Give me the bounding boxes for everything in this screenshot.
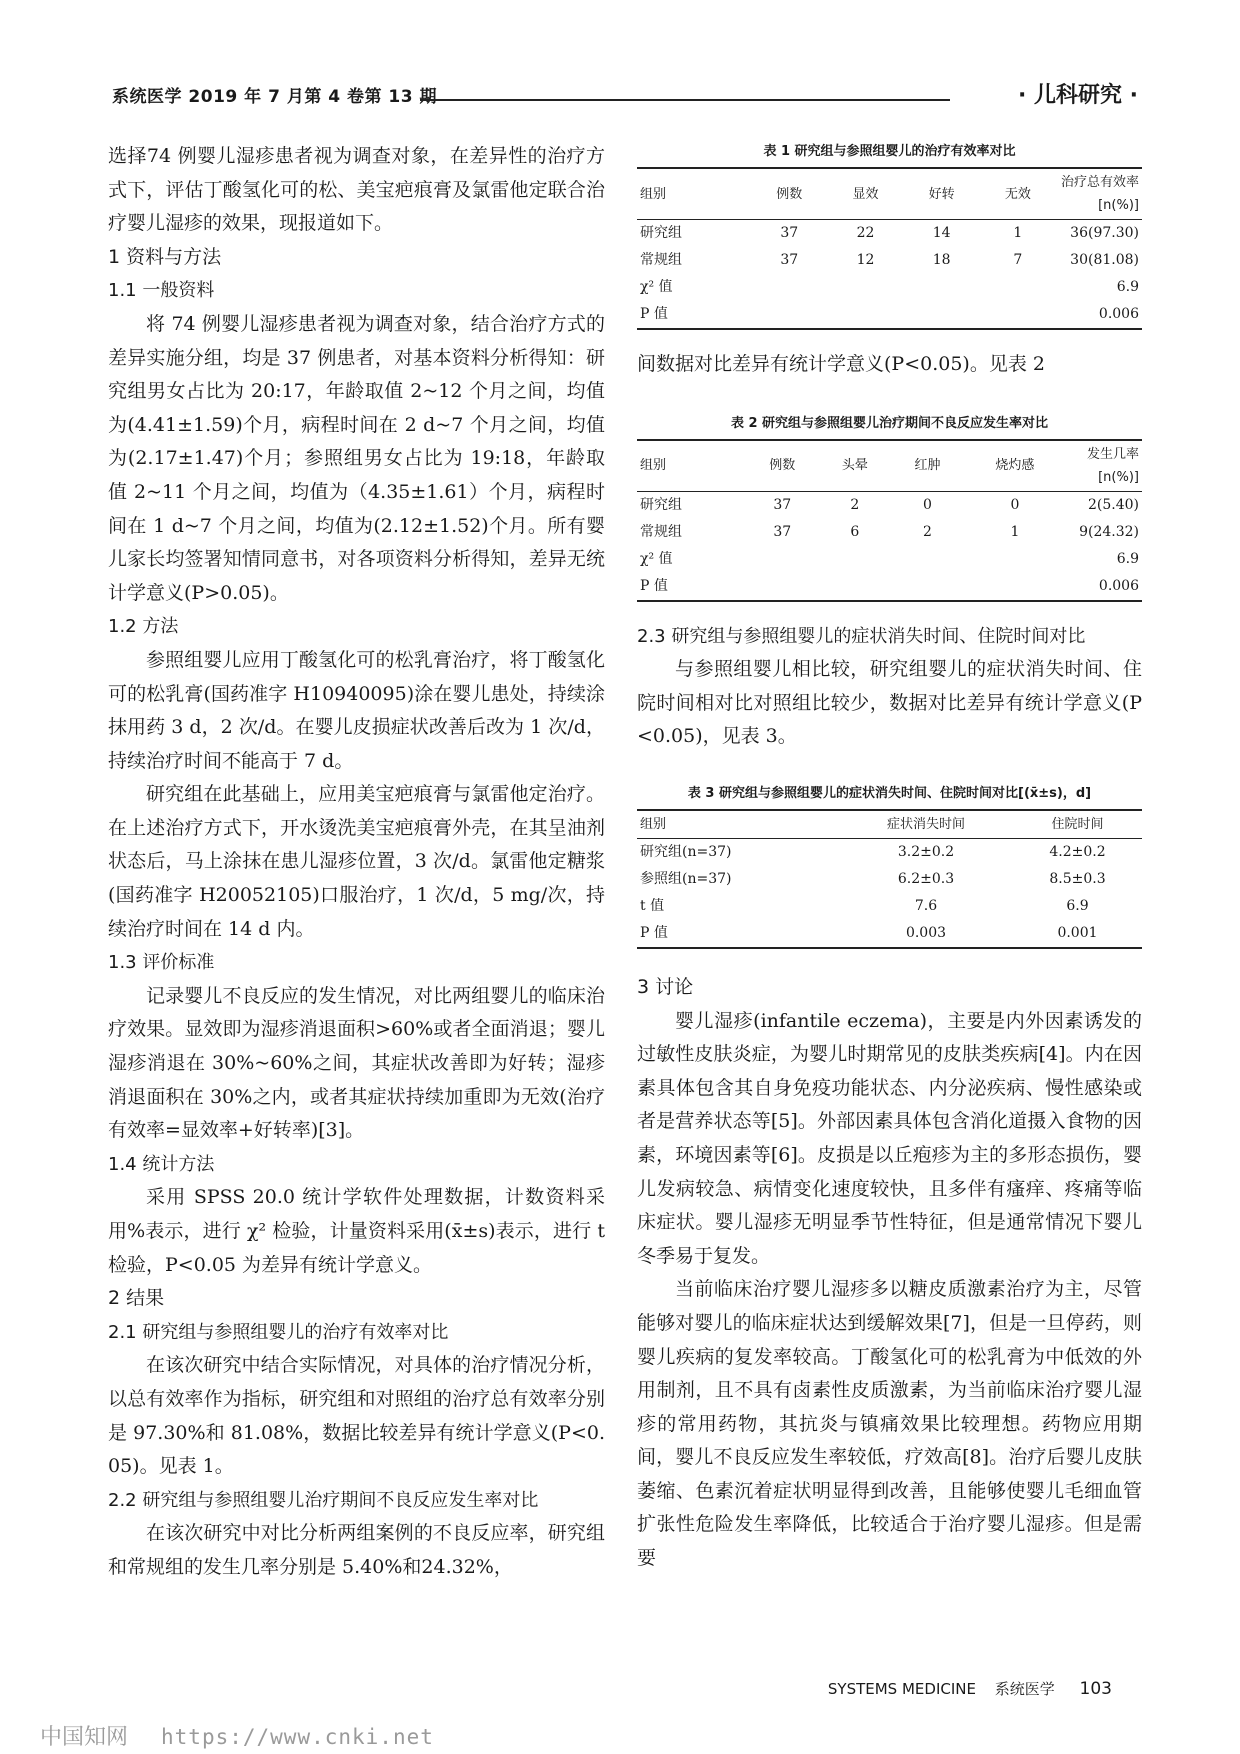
table-cell: 3.2±0.2 [897, 843, 955, 860]
subsection-heading-statistics: 1.4 统计方法 [108, 1153, 215, 1175]
table-header-cell: 显效 [827, 168, 903, 220]
table-cell [746, 546, 819, 573]
table-cell [827, 301, 903, 329]
table-header-cell: 无效 [980, 168, 1056, 220]
table-cell [891, 573, 964, 601]
table-cell [904, 274, 980, 301]
subsection-heading-general-data: 1.1 一般资料 [108, 280, 215, 302]
table-3-grid [637, 809, 1142, 949]
paragraph-discussion-2: 当前临床治疗婴儿湿疹多以糖皮质激素治疗为主，尽管能够对婴儿的临床症状达到缓解效果[7]，但是一旦停药，则婴儿疾病的复发率较高。丁酸氢化可的松乳膏为中低效的外用制剂，且不具有卤素性皮质激素，为当前临床治疗婴儿湿疹的常用药物，其抗炎与镇痛效果比较理想。药物应用期间，婴儿不良反应发生率较低，疗效高[8]。治疗后婴儿皮肤萎缩、色素沉着症状明显得到改善，且能够使婴儿毛细血管扩张性危险发生率降低，比较适合于治疗婴儿湿疹。但是需要 [637, 1278, 1142, 1570]
table-cell: 18 [932, 252, 951, 268]
footer-journal-cn: 系统医学 [994, 1680, 1055, 1698]
table-cell: 14 [932, 225, 951, 241]
table-cell [819, 546, 892, 573]
table-cell: 0.001 [1013, 920, 1142, 948]
table-1-grid [637, 167, 1142, 330]
table-cell: 常规组 [640, 252, 682, 268]
journal-info: 系统医学 2019 年 7 月第 4 卷第 13 期 [112, 87, 437, 107]
table-cell: 6 [850, 523, 860, 540]
table-row [637, 301, 1142, 329]
section-heading-methods: 1 资料与方法 [108, 245, 222, 268]
table-cell [980, 301, 1056, 329]
table-1 [637, 140, 1142, 330]
table-1-caption: 表 1 研究组与参照组婴儿的治疗有效率对比 [763, 144, 1016, 159]
table-row [637, 247, 1142, 274]
paragraph-adverse-continued: 间数据对比差异有统计学意义(P<0.05)。见表 2 [637, 353, 1045, 375]
table-2-caption: 表 2 研究组与参照组婴儿治疗期间不良反应发生率对比 [730, 415, 1049, 431]
table-3 [637, 782, 1142, 949]
header-rule [420, 99, 950, 101]
table-header-cell: 头晕 [819, 440, 892, 492]
table-cell: 0.006 [1056, 301, 1142, 329]
table-cell [819, 573, 892, 601]
table-3-caption: 表 3 研究组与参照组婴儿的症状消失时间、住院时间对比[(x̄±s)，d] [687, 785, 1092, 801]
table-header-cell: 治疗总有效率[n(%)] [1056, 168, 1142, 220]
table-cell: 0 [923, 496, 932, 513]
table-cell: 0 [1010, 496, 1020, 513]
table-cell [964, 546, 1066, 573]
table-row [637, 866, 1142, 893]
table-cell: 37 [773, 496, 792, 513]
table-cell [904, 301, 980, 329]
table-cell: 研究组(n=37) [640, 843, 732, 860]
table-2-grid [637, 439, 1142, 602]
table-cell: 37 [780, 225, 799, 241]
table-cell: 研究组 [640, 225, 682, 241]
table-cell [980, 274, 1056, 301]
section-heading-results: 2 结果 [108, 1287, 165, 1310]
table-header-cell: 发生几率[n(%)] [1066, 440, 1142, 492]
paragraph-criteria: 记录婴儿不良反应的发生情况，对比两组婴儿的临床治疗效果。显效即为湿疹消退面积>60%或者全面消退；婴儿湿疹消退在 30%~60%之间，其症状改善即为好转；湿疹消退面积在 30%之内，或者其症状持续加重即为无效(治疗有效率=显效率+好转率)[3]。 [108, 984, 605, 1142]
table-cell: 36(97.30) [1070, 225, 1139, 241]
table-cell [964, 573, 1066, 601]
section-heading-discussion: 3 讨论 [637, 975, 694, 998]
paragraph-method-control: 参照组婴儿应用丁酸氢化可的松乳膏治疗，将丁酸氢化可的松乳膏(国药准字 H10940095)涂在婴儿患处，持续涂抹用药 3 d，2 次/d。在婴儿皮损症状改善后改为 1 次/d，持续治疗时间不能高于 7 d。 [108, 648, 605, 772]
table-header-cell: 烧灼感 [964, 440, 1066, 492]
table-cell: P 值 [637, 920, 839, 948]
table-cell: 6.9 [1116, 279, 1139, 295]
paragraph-adverse: 在该次研究中对比分析两组案例的不良反应率，研究组和常规组的发生几率分别是 5.40%和24.32%， [108, 1522, 605, 1578]
table-header-cell: 好转 [904, 168, 980, 220]
page-footer [828, 1678, 1112, 1699]
table-header-cell: 红肿 [891, 440, 964, 492]
table-cell: 0.003 [839, 920, 1013, 948]
subsection-heading-adverse: 2.2 研究组与参照组婴儿治疗期间不良反应发生率对比 [108, 1489, 539, 1511]
table-cell: t 值 [640, 897, 665, 914]
footer-journal-en: SYSTEMS MEDICINE [827, 1680, 976, 1698]
table-cell: 9(24.32) [1079, 523, 1139, 540]
paragraph-symptom-time: 与参照组婴儿相比较，研究组婴儿的症状消失时间、住院时间相对比对照组比较少，数据对比差异有统计学意义(P<0.05)，见表 3。 [637, 658, 1142, 748]
table-row [637, 546, 1142, 573]
table-row [637, 274, 1142, 301]
table-cell: 研究组 [640, 496, 682, 513]
paragraph-efficacy: 在该次研究中结合实际情况，对具体的治疗情况分析，以总有效率作为指标，研究组和对照组的治疗总有效率分别是 97.30%和 81.08%，数据比较差异有统计学意义(P<0.05)。见表 1。 [108, 1354, 605, 1478]
table-header-cell: 例数 [751, 168, 827, 220]
subsection-heading-efficacy: 2.1 研究组与参照组婴儿的治疗有效率对比 [108, 1321, 449, 1343]
table-cell: 6.9 [1116, 550, 1139, 567]
table-cell: 4.2±0.2 [1049, 843, 1106, 860]
table-cell: 1 [1010, 523, 1020, 540]
table-cell: 37 [773, 523, 792, 540]
table-cell: 2(5.40) [1087, 496, 1139, 513]
section-title: · 儿科研究 · [1017, 83, 1138, 108]
table-header-cell: 住院时间 [1013, 810, 1142, 839]
table-cell: 12 [856, 252, 875, 268]
watermark-url: https://www.cnki.net [161, 1725, 434, 1749]
table-cell [746, 573, 819, 601]
paragraph-general-data: 将 74 例婴儿湿疹患者视为调查对象，结合治疗方式的差异实施分组，均是 37 例患者，对基本资料分析得知：研究组男女占比为 20:17，年龄取值 2~12 个月之间，均值为(4.41±1.59)个月，病程时间在 2 d~7 个月之间，均值为(2.17±1.47)个月；参照组男女占比为 19:18，年龄取值 2~11 个月之间，均值为（4.35±1.61）个月，病程时间在 1 d~7 个月之间，均值为(2.12±1.52)个月。所有婴儿家长均签署知情同意书，对各项资料分析得知，差异无统计学意义(P>0.05)。 [108, 312, 605, 604]
table-cell [751, 301, 827, 329]
subsection-heading-symptom-time: 2.3 研究组与参照组婴儿的症状消失时间、住院时间对比 [637, 625, 1086, 647]
table-cell: 1 [1013, 225, 1023, 241]
table-cell: 22 [856, 225, 875, 241]
table-header-cell: 组别 [637, 810, 839, 839]
table-cell: P 值 [637, 573, 746, 601]
subsection-heading-criteria: 1.3 评价标准 [108, 952, 215, 974]
page-number: 103 [1079, 1679, 1112, 1699]
paragraph-statistics: 采用 SPSS 20.0 统计学软件处理数据，计数资料采用%表示，进行 χ² 检验，计量资料采用(x̄±s)表示，进行 t 检验，P<0.05 为差异有统计学意义。 [108, 1186, 605, 1276]
table-row [637, 519, 1142, 546]
left-column [108, 140, 605, 1585]
table-cell: 2 [850, 496, 860, 513]
table-header-cell: 症状消失时间 [839, 810, 1013, 839]
table-cell: 37 [780, 252, 799, 268]
table-row [637, 893, 1142, 920]
table-cell: χ² 值 [640, 550, 673, 567]
table-cell: 30(81.08) [1070, 252, 1139, 268]
table-cell: 7 [1013, 252, 1023, 268]
paragraph-method-study: 研究组在此基础上，应用美宝疤痕膏与氯雷他定治疗。在上述治疗方式下，开水烫洗美宝疤痕膏外壳，在其呈油剂状态后，马上涂抹在患儿湿疹位置，3 次/d。氯雷他定糖浆(国药准字 H20052105)口服治疗，1 次/d，5 mg/次，持续治疗时间在 14 d 内。 [108, 783, 605, 940]
table-cell [751, 274, 827, 301]
subsection-heading-method: 1.2 方法 [108, 616, 179, 638]
table-cell: P 值 [637, 301, 751, 329]
table-cell: 6.9 [1066, 897, 1089, 914]
table-cell [891, 546, 964, 573]
table-header-cell: 组别 [637, 168, 751, 220]
table-cell: χ² 值 [640, 279, 673, 295]
table-cell [827, 274, 903, 301]
table-row [637, 573, 1142, 601]
table-row [637, 491, 1142, 519]
right-column [637, 140, 1142, 1576]
paragraph-discussion-1: 婴儿湿疹(infantile eczema)，主要是内外因素诱发的过敏性皮肤炎症，为婴儿时期常见的皮肤类疾病[4]。内在因素具体包含其自身免疫功能状态、内分泌疾病、慢性感染或者是营养状态等[5]。外部因素具体包含消化道摄入食物的因素，环境因素等[6]。皮损是以丘疱疹为主的多形态损伤，婴儿发病较急、病情变化速度较快，且多伴有瘙痒、疼痛等临床症状。婴儿湿疹无明显季节性特征，但是通常情况下婴儿冬季易于复发。 [637, 1009, 1142, 1267]
table-cell: 8.5±0.3 [1049, 870, 1106, 887]
watermark [40, 1720, 434, 1751]
table-cell: 常规组 [640, 523, 682, 540]
table-cell: 2 [923, 523, 932, 540]
table-row [637, 838, 1142, 866]
table-row [637, 920, 1142, 948]
intro-paragraph: 选择74 例婴儿湿疹患者视为调查对象，在差异性的治疗方式下，评估丁酸氢化可的松、美宝疤痕膏及氯雷他定联合治疗婴儿湿疹的效果，现报道如下。 [108, 145, 605, 235]
table-row [637, 220, 1142, 248]
table-cell: 6.2±0.3 [897, 870, 955, 887]
table-2 [637, 412, 1142, 602]
table-header-cell: 例数 [746, 440, 819, 492]
watermark-site-name: 中国知网 [40, 1725, 129, 1750]
table-cell: 0.006 [1066, 573, 1142, 601]
table-cell: 参照组(n=37) [640, 870, 732, 887]
table-cell: 7.6 [914, 897, 938, 914]
table-header-cell: 组别 [637, 440, 746, 492]
